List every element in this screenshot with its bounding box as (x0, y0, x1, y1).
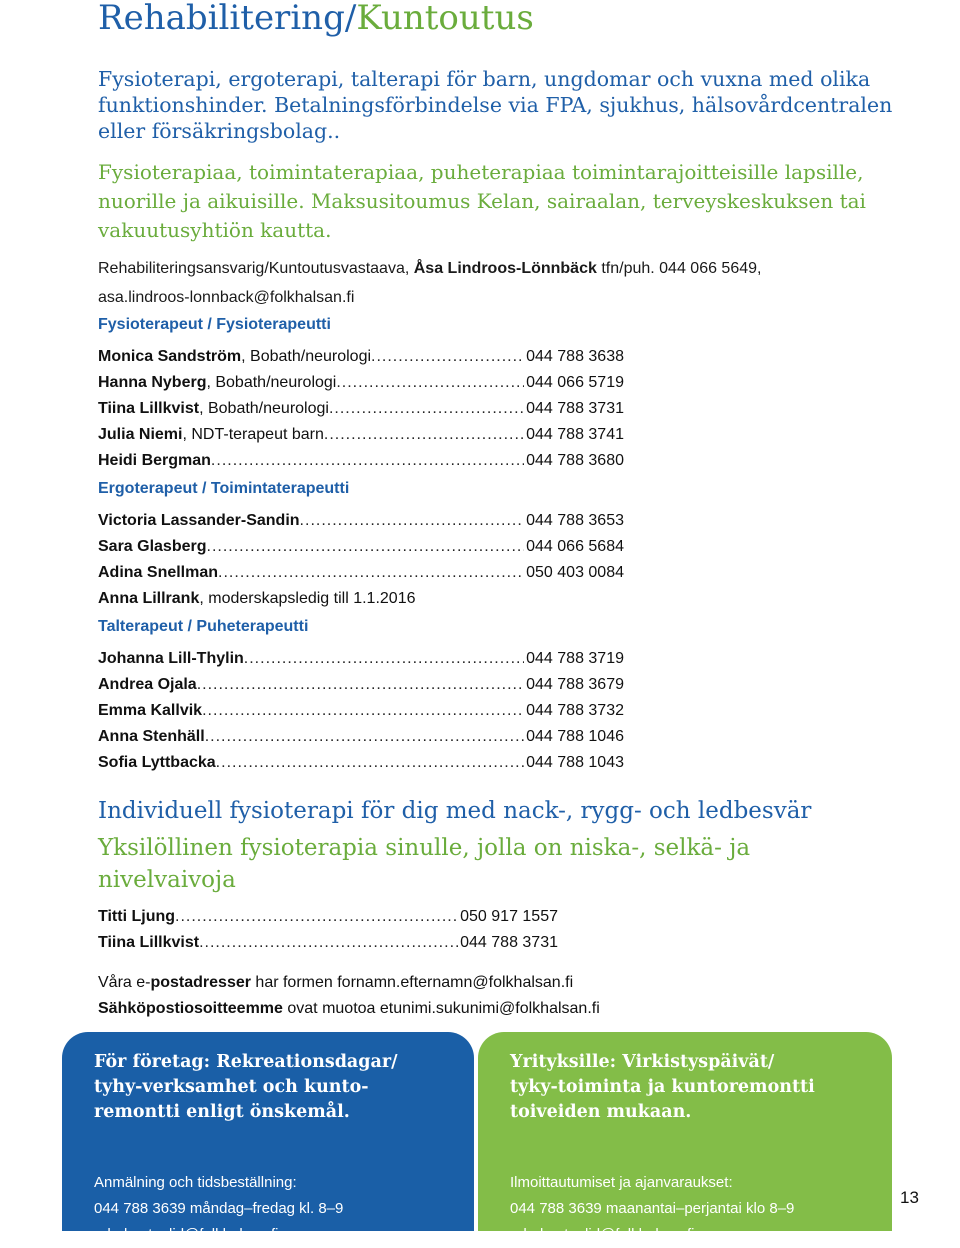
list-item (98, 370, 624, 396)
person-phone: 044 788 3731 (460, 934, 558, 951)
list-item (98, 396, 624, 422)
box-contact-email[interactable]: rehabostanlid@folkhalsan.fi (510, 1226, 695, 1243)
leader-dots (199, 930, 458, 956)
box-contact (510, 1170, 794, 1248)
person-phone: 044 788 3679 (526, 676, 624, 693)
leader-dots (211, 448, 524, 474)
leader-dots (205, 724, 524, 750)
page-number: 13 (900, 1188, 919, 1207)
title-swedish: Rehabilitering/ (98, 0, 357, 38)
individual-heading-swedish: Individuell fysioterapi för dig med nack-, rygg- och ledbesvär (98, 798, 812, 824)
email-format-finnish (98, 996, 600, 1022)
leader-dots (175, 904, 458, 930)
responsible-phone: tfn/puh. 044 066 5649, (601, 260, 762, 277)
person-name: Anna Stenhäll (98, 728, 205, 745)
person-name: Tiina Lillkvist (98, 934, 200, 951)
box-heading (510, 1050, 815, 1125)
email-text: Våra e- (98, 974, 151, 991)
list-item (98, 448, 624, 474)
list-item (98, 344, 624, 370)
list-item (98, 750, 624, 776)
speech-heading: Talterapeut / Puheterapeutti (98, 618, 309, 635)
person-phone: 044 788 3731 (526, 400, 624, 417)
leader-dots (207, 534, 525, 560)
physio-section (98, 312, 658, 474)
person-name: Tiina Lillkvist (98, 400, 200, 417)
person-phone: 044 788 3741 (526, 426, 624, 443)
list-item (98, 534, 624, 560)
email-bold-text: postadresser (150, 974, 251, 991)
leader-dots (202, 698, 524, 724)
person-phone: 044 788 3719 (526, 650, 624, 667)
email-format-info (98, 970, 600, 1022)
intro-finnish: Fysioterapiaa, toimintaterapiaa, puheterapiaa toimintarajoitteisille lapsille, nuorille ja aikuisille. Maksusitoumus Kelan, sairaalan, terveyskeskuksen tai vakuutusyhtiön kautta. (98, 160, 866, 242)
box-heading-line: tyky-toiminta ja kuntoremontti (510, 1077, 815, 1097)
box-heading-line: För företag: Rekreationsdagar/ (94, 1052, 398, 1072)
title-finnish: Kuntoutus (356, 0, 534, 38)
email-text: har formen fornamn.efternamn@folkhalsan.fi (250, 974, 574, 991)
person-phone: 044 066 5719 (526, 374, 624, 391)
list-item (98, 698, 624, 724)
ergo-section (98, 476, 658, 612)
box-contact (94, 1170, 343, 1248)
leader-dots (216, 750, 524, 776)
box-contact-label: Anmälning och tidsbeställning: (94, 1174, 297, 1191)
leader-dots (371, 344, 524, 370)
person-name: Andrea Ojala (98, 676, 197, 693)
box-heading (94, 1050, 397, 1125)
responsible-contact (98, 254, 898, 312)
leader-dots (197, 672, 524, 698)
box-contact-phone: 044 788 3639 maanantai–perjantai klo 8–9 (510, 1200, 795, 1217)
person-specialty: , Bobath/neurologi (199, 400, 329, 417)
person-name: Adina Snellman (98, 564, 219, 581)
list-item (98, 422, 624, 448)
box-contact-label: Ilmoittautumiset ja ajanvaraukset: (510, 1174, 733, 1191)
leader-dots (336, 370, 524, 396)
list-item (98, 904, 558, 930)
intro-swedish: Fysioterapi, ergoterapi, talterapi för barn, ungdomar och vuxna med olika funktionshinder. Betalningsförbindelse via FPA, sjukhus, hälsovårdcentralen eller försäkringsbolag.. (98, 67, 893, 143)
person-note: , moderskapsledig till 1.1.2016 (199, 590, 416, 607)
leader-dots (324, 422, 524, 448)
person-name: Heidi Bergman (98, 452, 211, 469)
ergo-heading: Ergoterapeut / Toimintaterapeutti (98, 480, 350, 497)
person-specialty: , Bobath/neurologi (206, 374, 337, 391)
person-specialty: , NDT-terapeut barn (182, 426, 324, 443)
list-item (98, 646, 624, 672)
person-name: Monica Sandström (98, 348, 242, 365)
responsible-name: Åsa Lindroos-Lönnbäck (413, 260, 597, 277)
person-phone: 044 066 5684 (526, 538, 624, 555)
email-text: ovat muotoa etunimi.sukunimi@folkhalsan.fi (282, 1000, 600, 1017)
box-heading-line: toiveiden mukaan. (510, 1102, 692, 1122)
list-item (98, 724, 624, 750)
company-offer-box-swedish (62, 1032, 474, 1243)
individual-heading-finnish: Yksilöllinen fysioterapia sinulle, jolla on niska-, selkä- ja nivelvaivoja (98, 835, 751, 893)
person-phone: 044 788 1043 (526, 754, 624, 771)
person-phone: 044 788 3732 (526, 702, 624, 719)
person-name: Titti Ljung (98, 908, 176, 925)
person-name: Sofia Lyttbacka (98, 754, 216, 771)
list-item (98, 930, 558, 956)
responsible-role: Rehabiliteringsansvarig/Kuntoutusvastaava, (98, 260, 410, 277)
person-name: Anna Lillrank (98, 590, 200, 607)
company-offer-box-finnish (478, 1032, 892, 1243)
person-phone: 050 403 0084 (526, 564, 624, 581)
person-phone: 050 917 1557 (460, 908, 558, 925)
box-heading-line: remontti enligt önskemål. (94, 1102, 350, 1122)
box-heading-line: Yrityksille: Virkistyspäivät/ (510, 1052, 775, 1072)
list-item (98, 586, 658, 612)
person-specialty: , Bobath/neurologi (241, 348, 372, 365)
physio-heading: Fysioterapeut / Fysioterapeutti (98, 316, 331, 333)
person-name: Johanna Lill-Thylin (98, 650, 244, 667)
page-title (98, 0, 534, 38)
leader-dots (300, 508, 525, 534)
person-name: Hanna Nyberg (98, 374, 207, 391)
email-bold-text: Sähköpostiosoitteemme (98, 1000, 283, 1017)
person-phone: 044 788 3680 (526, 452, 624, 469)
person-name: Julia Niemi (98, 426, 183, 443)
box-contact-email[interactable]: rehabostanlid@folkhalsan.fi (94, 1226, 279, 1243)
person-name: Emma Kallvik (98, 702, 203, 719)
person-phone: 044 788 3638 (526, 348, 624, 365)
person-phone: 044 788 1046 (526, 728, 624, 745)
list-item (98, 560, 624, 586)
leader-dots (329, 396, 524, 422)
leader-dots (218, 560, 524, 586)
individual-list (98, 904, 658, 956)
box-contact-phone: 044 788 3639 måndag–fredag kl. 8–9 (94, 1200, 344, 1217)
person-phone: 044 788 3653 (526, 512, 624, 529)
responsible-email: asa.lindroos-lonnback@folkhalsan.fi (98, 289, 355, 306)
person-name: Sara Glasberg (98, 538, 207, 555)
speech-section (98, 614, 658, 776)
list-item (98, 508, 624, 534)
person-name: Victoria Lassander-Sandin (98, 512, 300, 529)
leader-dots (244, 646, 524, 672)
list-item (98, 672, 624, 698)
email-format-swedish (98, 970, 600, 996)
box-heading-line: tyhy-verksamhet och kunto- (94, 1077, 369, 1097)
